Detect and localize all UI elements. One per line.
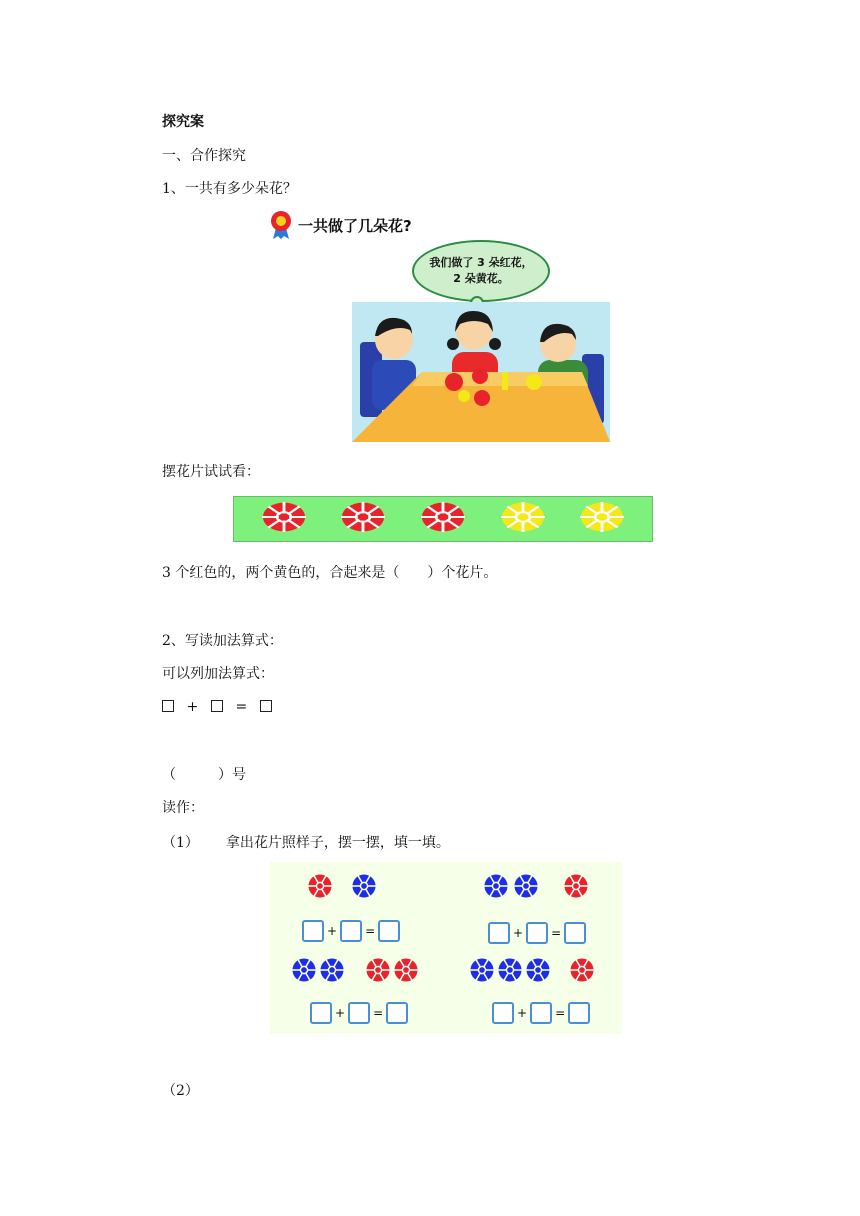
answer-box[interactable]	[526, 922, 548, 944]
answer-box[interactable]	[492, 1002, 514, 1024]
plus-sign: +	[513, 926, 524, 940]
illustration-question-text: 一共做了几朵花?	[298, 216, 412, 235]
illustration-question	[270, 210, 412, 240]
speech-line-2: 2 朵黄花。	[453, 272, 509, 285]
plus-sign: +	[517, 1006, 528, 1020]
exercise-1	[162, 834, 450, 852]
flower-icon	[580, 502, 624, 532]
flower-chip-blue	[526, 958, 550, 982]
equals-sign: =	[551, 926, 562, 940]
equals-sign: =	[373, 1006, 384, 1020]
answer-box[interactable]	[488, 922, 510, 944]
blank-box-3[interactable]	[260, 700, 272, 712]
flower-chip-red	[564, 874, 588, 898]
question-2-subtitle: 可以列加法算式：	[162, 666, 274, 682]
exercise-panels	[270, 862, 622, 1034]
sign-line: （ ）号	[162, 767, 246, 783]
flower-icon	[341, 502, 385, 532]
flower-chip-blue	[514, 874, 538, 898]
speech-bubble	[412, 240, 550, 302]
flower-icon	[421, 502, 465, 532]
flower-tile-red	[341, 502, 385, 536]
flower-tile-yellow	[501, 502, 545, 536]
flower-tile-yellow	[580, 502, 624, 536]
answer-box[interactable]	[378, 920, 400, 942]
section-title: 探究案	[162, 114, 204, 130]
flower-tile-red	[262, 502, 306, 536]
question-2-title: 2、写读加法算式：	[162, 633, 283, 649]
plus-sign: +	[186, 699, 199, 715]
blank-box-1[interactable]	[162, 700, 174, 712]
flower-tile-red	[421, 502, 465, 536]
flower-chip-blue	[352, 874, 376, 898]
flower-chip-blue	[320, 958, 344, 982]
answer-box[interactable]	[340, 920, 362, 942]
tile-prompt: 摆花片试试看：	[162, 464, 260, 480]
flower-icon	[262, 502, 306, 532]
equals-sign: =	[555, 1006, 566, 1020]
answer-box[interactable]	[530, 1002, 552, 1024]
flower-chip-red	[570, 958, 594, 982]
flower-chip-blue	[292, 958, 316, 982]
flower-chip-blue	[498, 958, 522, 982]
addition-formula	[162, 698, 272, 716]
flower-chip-red	[394, 958, 418, 982]
flower-chip-blue	[470, 958, 494, 982]
tile-sentence: 3 个红色的，两个黄色的，合起来是（ ）个花片。	[162, 565, 498, 581]
equation-row	[492, 1002, 590, 1024]
equation-row	[310, 1002, 408, 1024]
answer-box[interactable]	[386, 1002, 408, 1024]
equation-row	[302, 920, 400, 942]
equals-sign: =	[235, 699, 248, 715]
equals-sign: =	[365, 924, 376, 938]
plus-sign: +	[327, 924, 338, 938]
equation-row	[488, 922, 586, 944]
answer-box[interactable]	[564, 922, 586, 944]
plus-sign: +	[335, 1006, 346, 1020]
rosette-icon	[270, 210, 292, 240]
flower-icon	[501, 502, 545, 532]
part-heading: 一、合作探究	[162, 148, 246, 164]
flower-chip-blue	[484, 874, 508, 898]
question-1-title: 1、一共有多少朵花？	[162, 181, 297, 197]
exercise-1-number: （1）	[162, 835, 199, 851]
answer-box[interactable]	[310, 1002, 332, 1024]
read-label: 读作：	[162, 800, 204, 816]
flower-tile-strip	[233, 496, 653, 542]
flower-chip-red	[366, 958, 390, 982]
answer-box[interactable]	[568, 1002, 590, 1024]
children-making-flowers-illustration	[270, 206, 610, 442]
speech-line-1: 我们做了 3 朵红花，	[429, 256, 533, 269]
exercise-2-number: （2）	[162, 1083, 199, 1099]
blank-box-2[interactable]	[211, 700, 223, 712]
answer-box[interactable]	[302, 920, 324, 942]
exercise-1-text: 拿出花片照样子，摆一摆，填一填。	[225, 835, 450, 851]
classroom-scene	[352, 302, 610, 442]
flower-chip-red	[308, 874, 332, 898]
answer-box[interactable]	[348, 1002, 370, 1024]
